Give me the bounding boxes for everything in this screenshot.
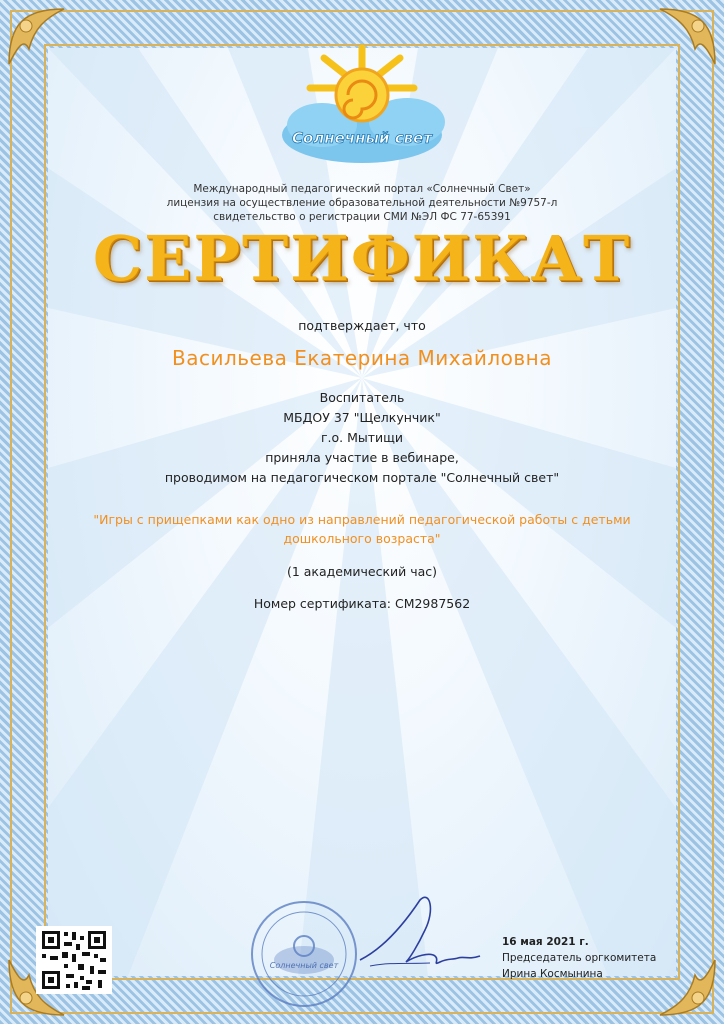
- signature-block: [502, 934, 656, 982]
- academic-hours: (1 академический час): [286, 564, 438, 579]
- certificate-title: СЕРТИФИКАТ: [92, 222, 632, 295]
- position: Воспитатель: [319, 390, 405, 405]
- conducted: проводимом на педагогическом портале "Солнечный свет": [164, 470, 560, 485]
- qr-code-icon[interactable]: [36, 926, 112, 994]
- confirms-text: подтверждает, что: [298, 318, 426, 333]
- portal-info: [0, 182, 724, 224]
- sun-logo: [262, 40, 462, 170]
- certificate-number: Номер сертификата: СМ2987562: [253, 596, 471, 611]
- registration-line: свидетельство о регистрации СМИ №ЭЛ ФС 77-65391: [213, 211, 511, 223]
- signer-role: Председатель оргкомитета: [502, 952, 657, 964]
- participation: приняла участие в вебинаре,: [265, 450, 459, 465]
- signer-name: Ирина Космынина: [502, 968, 603, 980]
- stamp-text: Солнечный свет: [269, 961, 339, 970]
- city: г.о. Мытищи: [320, 430, 404, 445]
- recipient-name: Васильева Екатерина Михайловна: [171, 346, 553, 370]
- issue-date: 16 мая 2021 г.: [502, 936, 589, 948]
- license-line: лицензия на осуществление образовательной деятельности №9757-л: [166, 197, 558, 209]
- recipient-details: [0, 388, 724, 488]
- webinar-topic: "Игры с прищепками как одно из направлений педагогической работы с детьми дошкольного возраста": [93, 512, 631, 546]
- portal-line: Международный педагогический портал «Солнечный Свет»: [193, 183, 531, 195]
- organization: МБДОУ 37 "Щелкунчик": [283, 410, 441, 425]
- signature-mark: [340, 890, 490, 980]
- logo-text: Солнечный свет: [291, 129, 433, 147]
